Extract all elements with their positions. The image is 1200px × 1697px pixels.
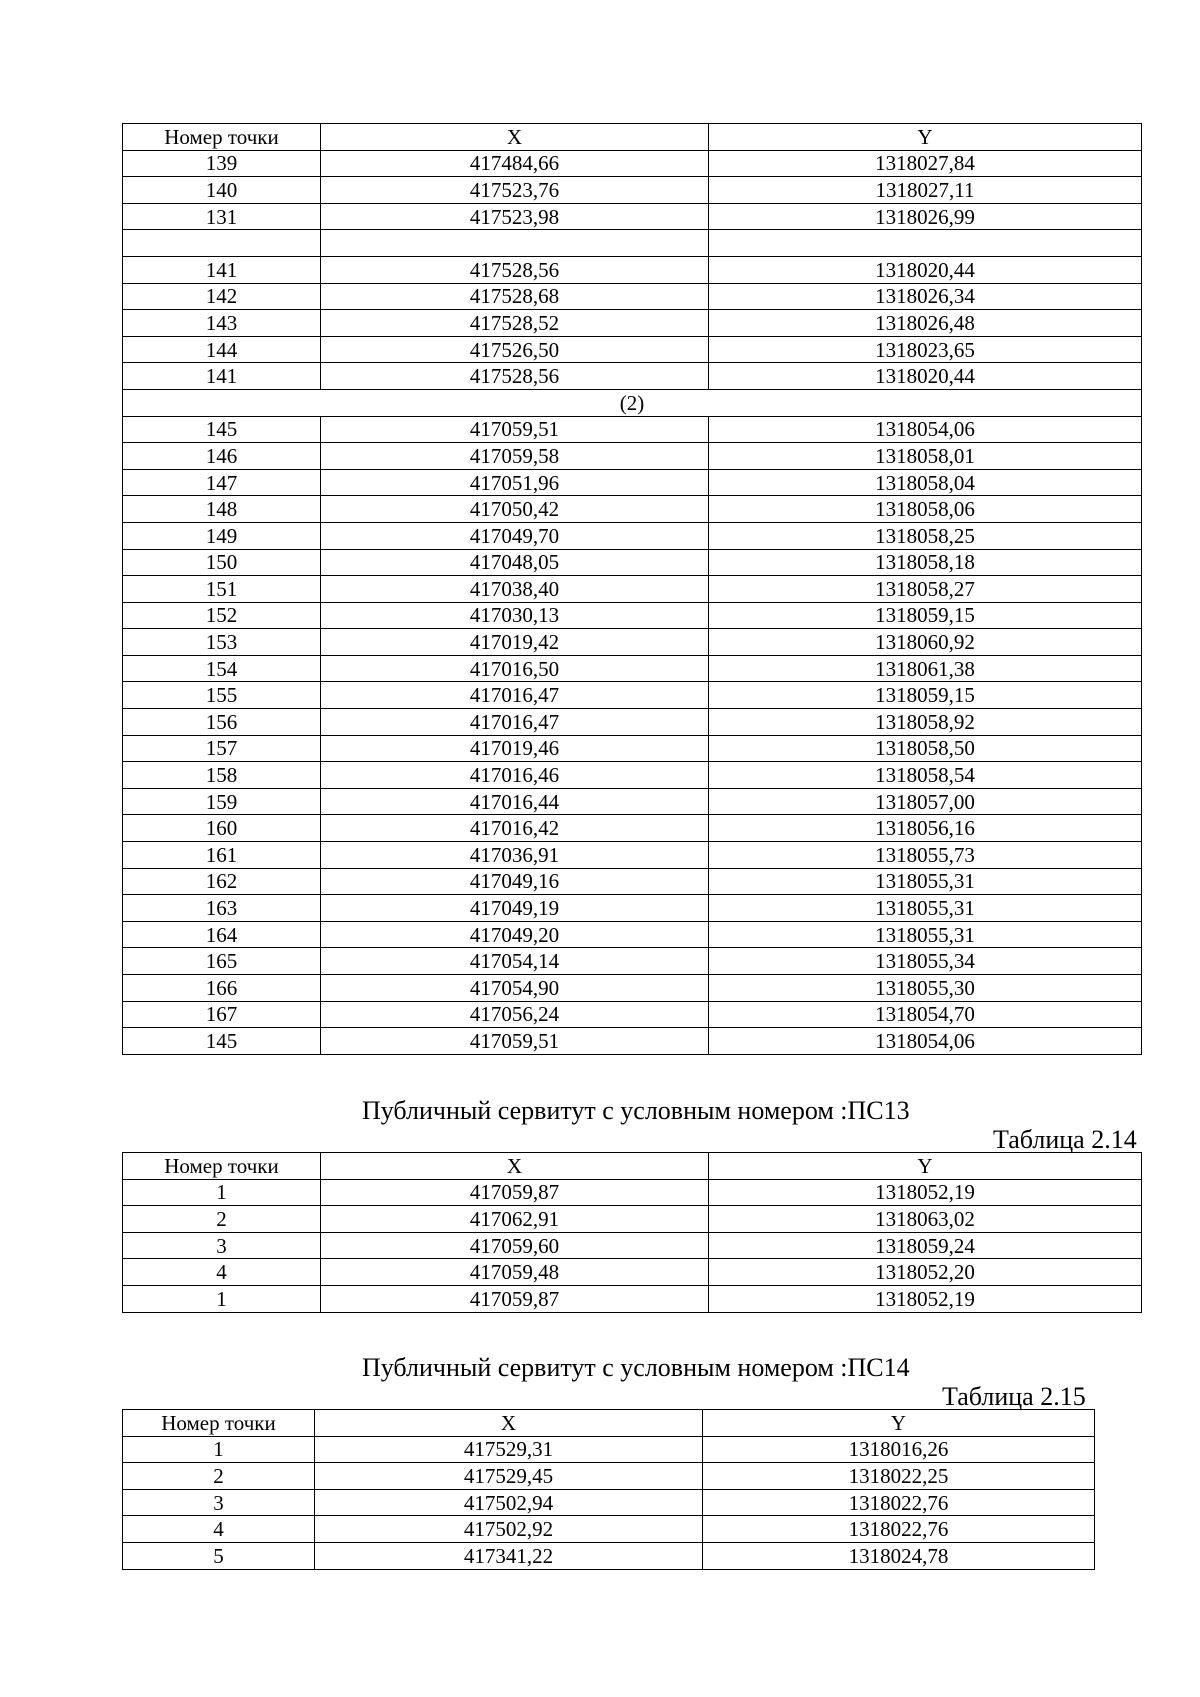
y-coordinate-cell: 1318016,26 bbox=[703, 1436, 1095, 1463]
table-row bbox=[123, 1001, 1142, 1028]
y-coordinate-cell: 1318022,76 bbox=[703, 1516, 1095, 1543]
x-coordinate-cell: 417528,56 bbox=[321, 363, 709, 390]
table-row bbox=[123, 842, 1142, 869]
x-coordinate-cell: 417016,42 bbox=[321, 815, 709, 842]
y-coordinate-cell: 1318055,31 bbox=[709, 868, 1142, 895]
y-coordinate-cell: 1318054,06 bbox=[709, 1028, 1142, 1055]
y-coordinate-cell bbox=[709, 230, 1142, 257]
table-row bbox=[123, 1516, 1095, 1543]
column-header: Номер точки bbox=[123, 124, 321, 151]
table-label-2-14: Таблица 2.14 bbox=[993, 1125, 1137, 1154]
y-coordinate-cell: 1318058,50 bbox=[709, 735, 1142, 762]
table-row bbox=[123, 1542, 1095, 1569]
table-row bbox=[123, 336, 1142, 363]
y-coordinate-cell: 1318058,01 bbox=[709, 443, 1142, 470]
point-number-cell: 140 bbox=[123, 177, 321, 204]
column-header: X bbox=[321, 124, 709, 151]
table-row bbox=[123, 283, 1142, 310]
x-coordinate-cell: 417054,14 bbox=[321, 948, 709, 975]
point-number-cell: 152 bbox=[123, 602, 321, 629]
point-number-cell: 142 bbox=[123, 283, 321, 310]
point-number-cell: 1 bbox=[123, 1436, 315, 1463]
table-row bbox=[123, 975, 1142, 1002]
x-coordinate-cell: 417059,60 bbox=[321, 1232, 709, 1259]
y-coordinate-cell: 1318023,65 bbox=[709, 336, 1142, 363]
y-coordinate-cell: 1318055,31 bbox=[709, 895, 1142, 922]
y-coordinate-cell: 1318020,44 bbox=[709, 363, 1142, 390]
x-coordinate-cell: 417523,76 bbox=[321, 177, 709, 204]
x-coordinate-cell: 417529,31 bbox=[315, 1436, 703, 1463]
table-row bbox=[123, 655, 1142, 682]
point-number-cell: 163 bbox=[123, 895, 321, 922]
point-number-cell: 148 bbox=[123, 496, 321, 523]
x-coordinate-cell: 417059,87 bbox=[321, 1285, 709, 1312]
x-coordinate-cell: 417059,51 bbox=[321, 1028, 709, 1055]
column-header: Y bbox=[703, 1410, 1095, 1437]
y-coordinate-cell: 1318060,92 bbox=[709, 629, 1142, 656]
point-number-cell: 162 bbox=[123, 868, 321, 895]
table-row bbox=[123, 1206, 1142, 1233]
x-coordinate-cell: 417523,98 bbox=[321, 203, 709, 230]
y-coordinate-cell: 1318024,78 bbox=[703, 1542, 1095, 1569]
x-coordinate-cell: 417036,91 bbox=[321, 842, 709, 869]
column-header: Y bbox=[709, 124, 1142, 151]
table-row bbox=[123, 363, 1142, 390]
table-row bbox=[123, 1285, 1142, 1312]
y-coordinate-cell: 1318054,70 bbox=[709, 1001, 1142, 1028]
table-row bbox=[123, 576, 1142, 603]
x-coordinate-cell: 417056,24 bbox=[321, 1001, 709, 1028]
point-number-cell: 159 bbox=[123, 788, 321, 815]
column-header: Y bbox=[709, 1153, 1142, 1180]
table-row bbox=[123, 1179, 1142, 1206]
x-coordinate-cell: 417059,58 bbox=[321, 443, 709, 470]
table-row bbox=[123, 735, 1142, 762]
table-row bbox=[123, 762, 1142, 789]
column-header: Номер точки bbox=[123, 1153, 321, 1180]
table-row bbox=[123, 443, 1142, 470]
table-row bbox=[123, 1436, 1095, 1463]
table-row bbox=[123, 815, 1142, 842]
x-coordinate-cell: 417038,40 bbox=[321, 576, 709, 603]
table-row bbox=[123, 868, 1142, 895]
point-number-cell: 1 bbox=[123, 1285, 321, 1312]
x-coordinate-cell: 417528,56 bbox=[321, 256, 709, 283]
y-coordinate-cell: 1318020,44 bbox=[709, 256, 1142, 283]
x-coordinate-cell: 417502,94 bbox=[315, 1489, 703, 1516]
point-number-cell: 151 bbox=[123, 576, 321, 603]
point-number-cell: 139 bbox=[123, 150, 321, 177]
point-number-cell: 160 bbox=[123, 815, 321, 842]
y-coordinate-cell: 1318058,18 bbox=[709, 549, 1142, 576]
y-coordinate-cell: 1318063,02 bbox=[709, 1206, 1142, 1233]
point-number-cell: 155 bbox=[123, 682, 321, 709]
point-number-cell: 167 bbox=[123, 1001, 321, 1028]
x-coordinate-cell: 417016,50 bbox=[321, 655, 709, 682]
point-number-cell: 144 bbox=[123, 336, 321, 363]
x-coordinate-cell: 417048,05 bbox=[321, 549, 709, 576]
contour-label: (2) bbox=[123, 389, 1142, 416]
x-coordinate-cell bbox=[321, 230, 709, 257]
table-row bbox=[123, 788, 1142, 815]
y-coordinate-cell: 1318027,11 bbox=[709, 177, 1142, 204]
point-number-cell: 2 bbox=[123, 1206, 321, 1233]
y-coordinate-cell: 1318055,34 bbox=[709, 948, 1142, 975]
point-number-cell: 1 bbox=[123, 1179, 321, 1206]
coordinates-table-ps13 bbox=[122, 1152, 1142, 1313]
table-row bbox=[123, 629, 1142, 656]
point-number-cell: 158 bbox=[123, 762, 321, 789]
y-coordinate-cell: 1318055,73 bbox=[709, 842, 1142, 869]
y-coordinate-cell: 1318058,54 bbox=[709, 762, 1142, 789]
y-coordinate-cell: 1318055,31 bbox=[709, 921, 1142, 948]
y-coordinate-cell: 1318061,38 bbox=[709, 655, 1142, 682]
x-coordinate-cell: 417484,66 bbox=[321, 150, 709, 177]
point-number-cell: 146 bbox=[123, 443, 321, 470]
x-coordinate-cell: 417341,22 bbox=[315, 1542, 703, 1569]
column-header: Номер точки bbox=[123, 1410, 315, 1437]
point-number-cell: 4 bbox=[123, 1259, 321, 1286]
table-row bbox=[123, 1232, 1142, 1259]
y-coordinate-cell: 1318027,84 bbox=[709, 150, 1142, 177]
x-coordinate-cell: 417059,48 bbox=[321, 1259, 709, 1286]
column-header: X bbox=[321, 1153, 709, 1180]
table-row bbox=[123, 602, 1142, 629]
point-number-cell: 141 bbox=[123, 363, 321, 390]
column-header: X bbox=[315, 1410, 703, 1437]
point-number-cell: 131 bbox=[123, 203, 321, 230]
table-row bbox=[123, 709, 1142, 736]
x-coordinate-cell: 417054,90 bbox=[321, 975, 709, 1002]
y-coordinate-cell: 1318052,19 bbox=[709, 1285, 1142, 1312]
table-header-row bbox=[123, 1153, 1142, 1180]
point-number-cell: 4 bbox=[123, 1516, 315, 1543]
y-coordinate-cell: 1318052,19 bbox=[709, 1179, 1142, 1206]
y-coordinate-cell: 1318054,06 bbox=[709, 416, 1142, 443]
x-coordinate-cell: 417019,42 bbox=[321, 629, 709, 656]
table-row bbox=[123, 522, 1142, 549]
table-label-2-15: Таблица 2.15 bbox=[942, 1382, 1086, 1411]
section-title-ps13: Публичный сервитут с условным номером :ПС13 bbox=[362, 1096, 910, 1125]
x-coordinate-cell: 417059,87 bbox=[321, 1179, 709, 1206]
table-row bbox=[123, 203, 1142, 230]
point-number-cell: 2 bbox=[123, 1463, 315, 1490]
x-coordinate-cell: 417016,44 bbox=[321, 788, 709, 815]
x-coordinate-cell: 417049,70 bbox=[321, 522, 709, 549]
x-coordinate-cell: 417019,46 bbox=[321, 735, 709, 762]
x-coordinate-cell: 417049,20 bbox=[321, 921, 709, 948]
point-number-cell: 157 bbox=[123, 735, 321, 762]
point-number-cell: 5 bbox=[123, 1542, 315, 1569]
table-row bbox=[123, 150, 1142, 177]
point-number-cell: 154 bbox=[123, 655, 321, 682]
table-row bbox=[123, 496, 1142, 523]
y-coordinate-cell: 1318059,15 bbox=[709, 682, 1142, 709]
point-number-cell: 153 bbox=[123, 629, 321, 656]
point-number-cell: 149 bbox=[123, 522, 321, 549]
y-coordinate-cell: 1318059,24 bbox=[709, 1232, 1142, 1259]
table-row bbox=[123, 549, 1142, 576]
x-coordinate-cell: 417526,50 bbox=[321, 336, 709, 363]
point-number-cell: 164 bbox=[123, 921, 321, 948]
table-row bbox=[123, 1463, 1095, 1490]
y-coordinate-cell: 1318026,34 bbox=[709, 283, 1142, 310]
point-number-cell: 3 bbox=[123, 1232, 321, 1259]
y-coordinate-cell: 1318022,25 bbox=[703, 1463, 1095, 1490]
table-row bbox=[123, 1259, 1142, 1286]
y-coordinate-cell: 1318056,16 bbox=[709, 815, 1142, 842]
table-row bbox=[123, 230, 1142, 257]
contour-separator-row bbox=[123, 389, 1142, 416]
y-coordinate-cell: 1318058,27 bbox=[709, 576, 1142, 603]
x-coordinate-cell: 417502,92 bbox=[315, 1516, 703, 1543]
x-coordinate-cell: 417016,47 bbox=[321, 682, 709, 709]
x-coordinate-cell: 417050,42 bbox=[321, 496, 709, 523]
point-number-cell: 150 bbox=[123, 549, 321, 576]
y-coordinate-cell: 1318026,99 bbox=[709, 203, 1142, 230]
table-row bbox=[123, 895, 1142, 922]
point-number-cell: 161 bbox=[123, 842, 321, 869]
x-coordinate-cell: 417051,96 bbox=[321, 469, 709, 496]
x-coordinate-cell: 417049,19 bbox=[321, 895, 709, 922]
table-row bbox=[123, 1028, 1142, 1055]
table-row bbox=[123, 1489, 1095, 1516]
y-coordinate-cell: 1318026,48 bbox=[709, 310, 1142, 337]
x-coordinate-cell: 417016,46 bbox=[321, 762, 709, 789]
point-number-cell: 156 bbox=[123, 709, 321, 736]
point-number-cell: 166 bbox=[123, 975, 321, 1002]
point-number-cell: 3 bbox=[123, 1489, 315, 1516]
coordinates-table-continued bbox=[122, 123, 1142, 1055]
point-number-cell: 165 bbox=[123, 948, 321, 975]
x-coordinate-cell: 417059,51 bbox=[321, 416, 709, 443]
point-number-cell: 141 bbox=[123, 256, 321, 283]
table-header-row bbox=[123, 124, 1142, 151]
x-coordinate-cell: 417016,47 bbox=[321, 709, 709, 736]
table-row bbox=[123, 310, 1142, 337]
coordinates-table-ps14 bbox=[122, 1409, 1095, 1570]
section-title-ps14: Публичный сервитут с условным номером :ПС14 bbox=[362, 1353, 910, 1382]
table-row bbox=[123, 921, 1142, 948]
point-number-cell bbox=[123, 230, 321, 257]
y-coordinate-cell: 1318022,76 bbox=[703, 1489, 1095, 1516]
point-number-cell: 145 bbox=[123, 416, 321, 443]
x-coordinate-cell: 417528,52 bbox=[321, 310, 709, 337]
table-header-row bbox=[123, 1410, 1095, 1437]
y-coordinate-cell: 1318058,04 bbox=[709, 469, 1142, 496]
table-row bbox=[123, 256, 1142, 283]
table-row bbox=[123, 177, 1142, 204]
x-coordinate-cell: 417030,13 bbox=[321, 602, 709, 629]
y-coordinate-cell: 1318057,00 bbox=[709, 788, 1142, 815]
y-coordinate-cell: 1318058,92 bbox=[709, 709, 1142, 736]
y-coordinate-cell: 1318058,25 bbox=[709, 522, 1142, 549]
x-coordinate-cell: 417062,91 bbox=[321, 1206, 709, 1233]
table-row bbox=[123, 416, 1142, 443]
y-coordinate-cell: 1318055,30 bbox=[709, 975, 1142, 1002]
table-row bbox=[123, 682, 1142, 709]
table-row bbox=[123, 469, 1142, 496]
y-coordinate-cell: 1318058,06 bbox=[709, 496, 1142, 523]
x-coordinate-cell: 417529,45 bbox=[315, 1463, 703, 1490]
table-row bbox=[123, 948, 1142, 975]
x-coordinate-cell: 417049,16 bbox=[321, 868, 709, 895]
y-coordinate-cell: 1318059,15 bbox=[709, 602, 1142, 629]
x-coordinate-cell: 417528,68 bbox=[321, 283, 709, 310]
point-number-cell: 147 bbox=[123, 469, 321, 496]
point-number-cell: 145 bbox=[123, 1028, 321, 1055]
point-number-cell: 143 bbox=[123, 310, 321, 337]
y-coordinate-cell: 1318052,20 bbox=[709, 1259, 1142, 1286]
